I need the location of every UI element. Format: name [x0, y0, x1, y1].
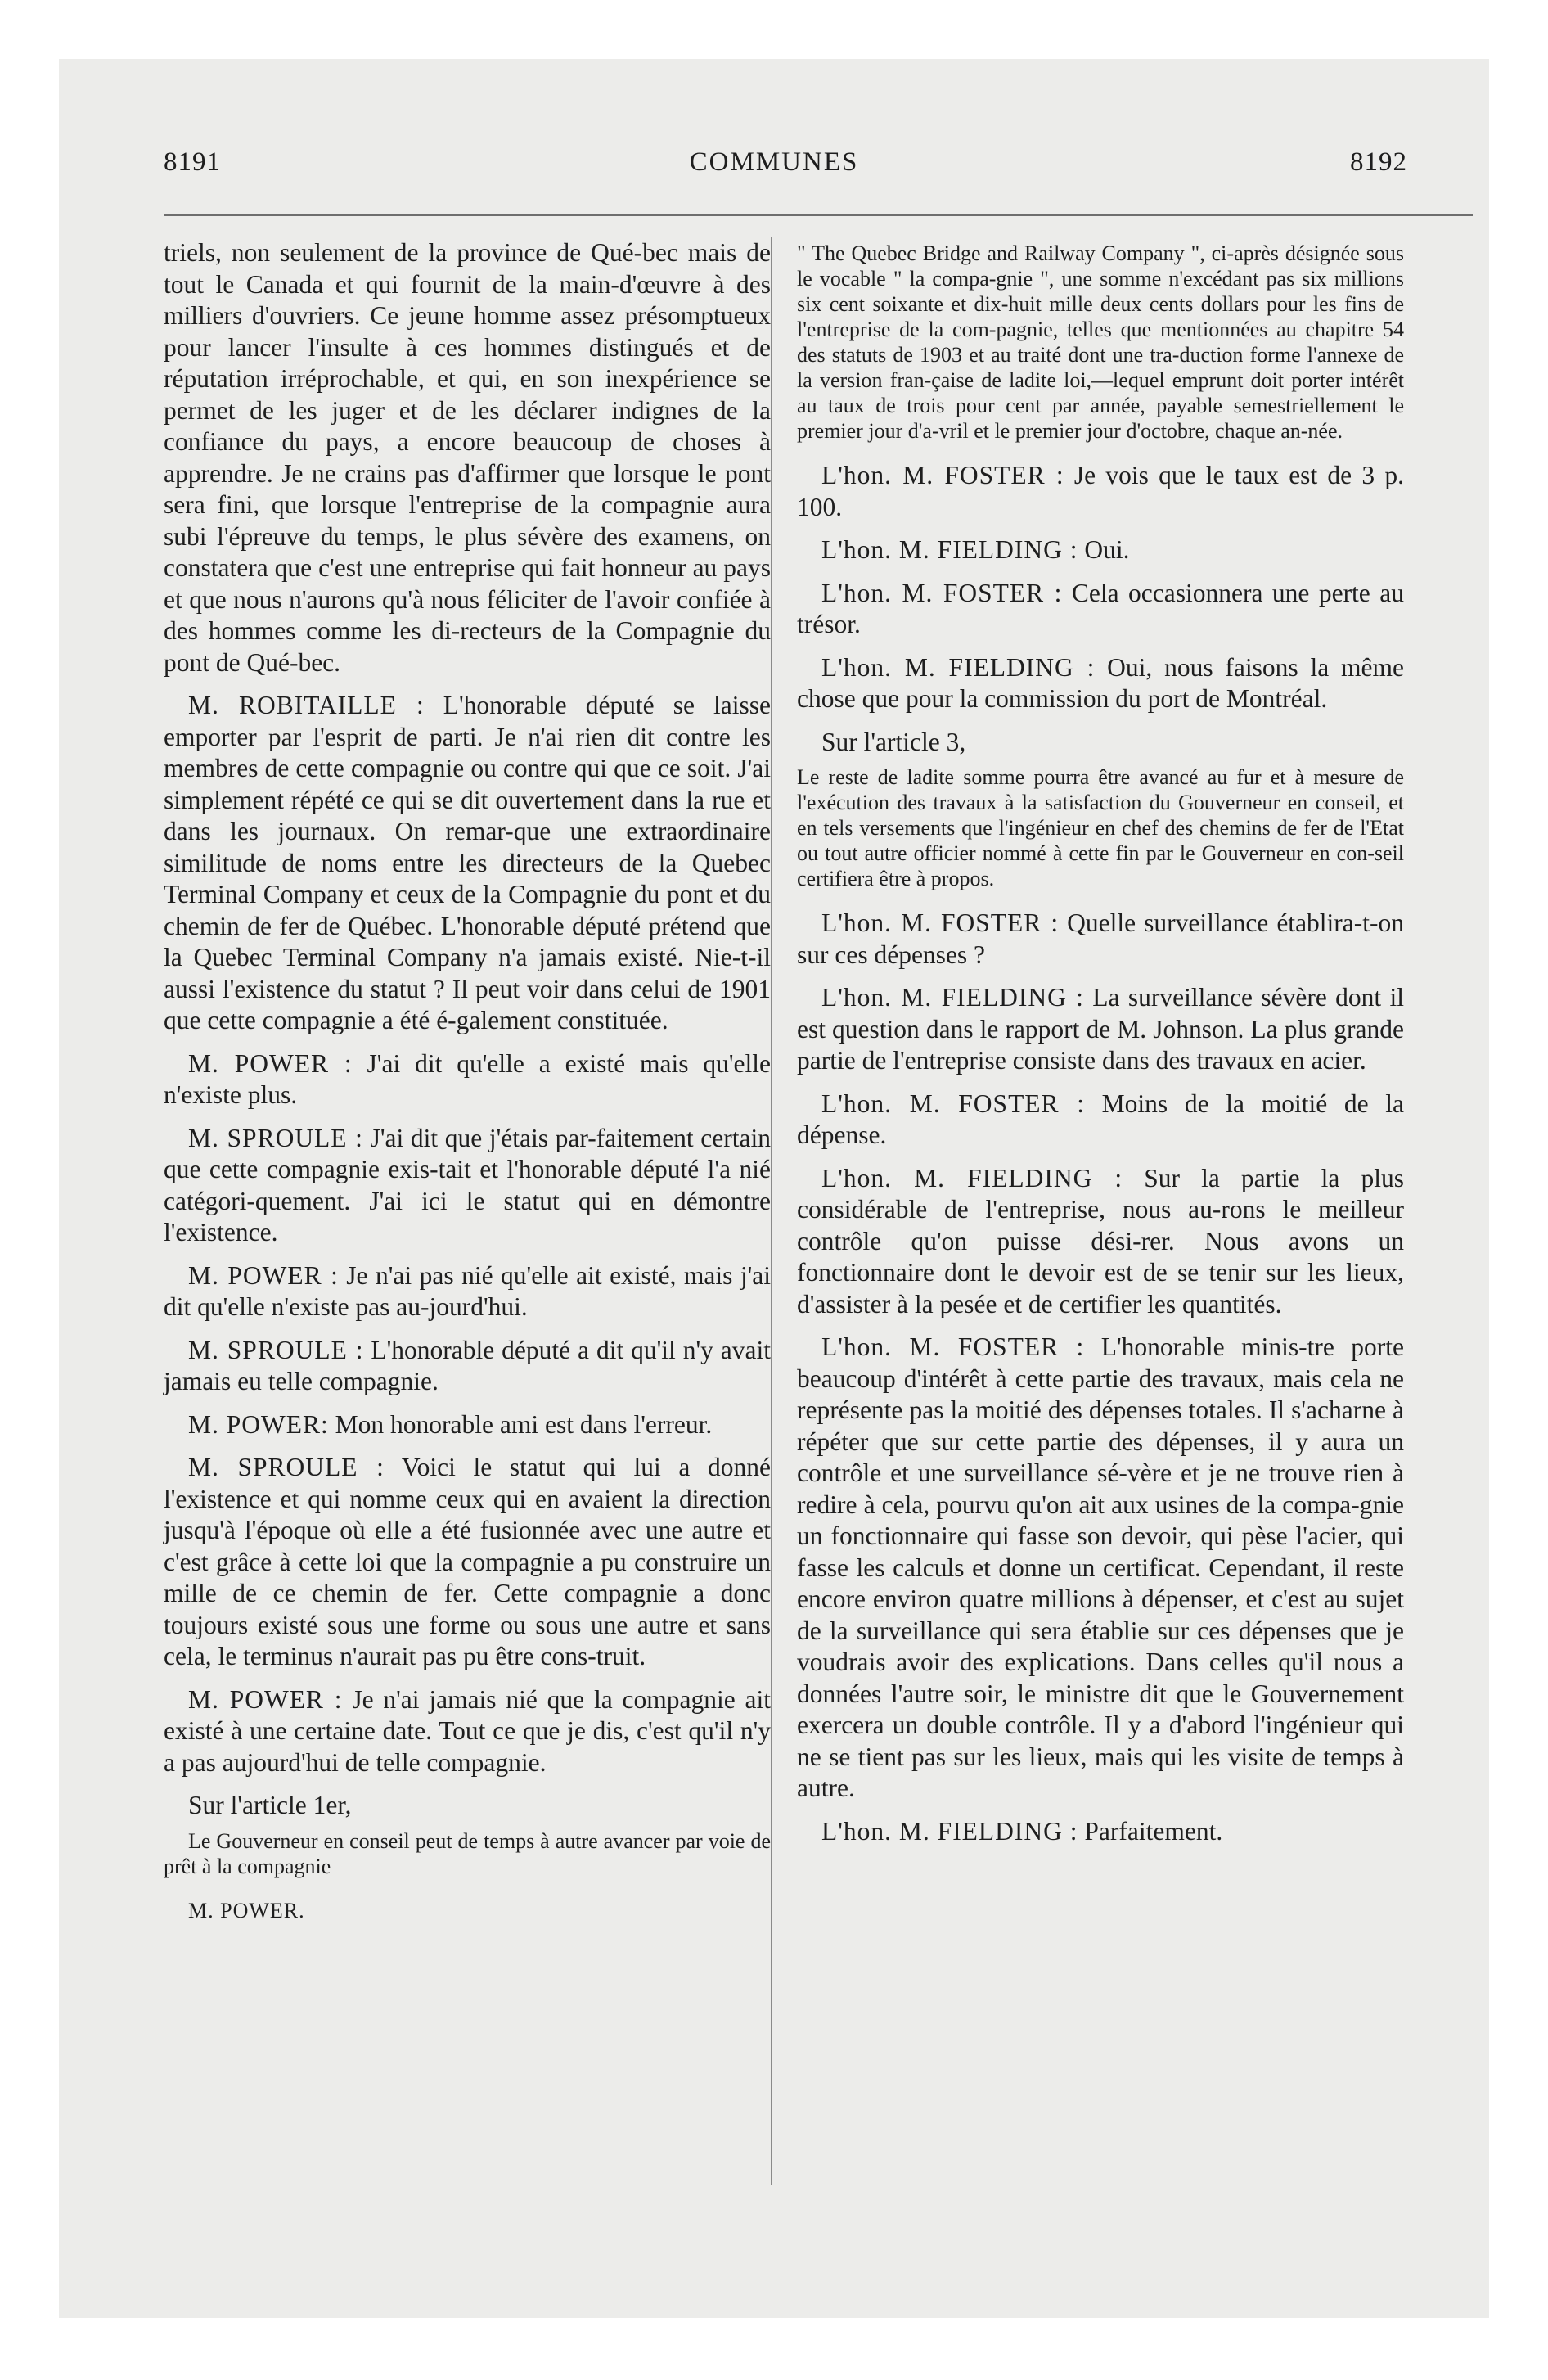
speech [797, 1332, 1404, 1805]
header-rule [164, 214, 1473, 216]
scanned-page [59, 59, 1489, 2318]
speech [797, 1089, 1404, 1152]
left-page-number: 8191 [164, 147, 221, 177]
speech-text: J'ai dit que j'étais par-faitement certain que cette compagnie exis-tait et l'honorable député l'a nié catégori-quement. J'ai ici le statut qui en démontre l'existence. [164, 1123, 771, 1246]
speaker-name: M. ROBITAILLE : [188, 691, 425, 719]
speaker-name: L'hon. M. FOSTER : [821, 908, 1060, 937]
speech-text: Moins de la moitié de la dépense. [797, 1089, 1404, 1149]
speech [164, 690, 771, 1037]
speech [164, 1452, 771, 1673]
speech-text: Je n'ai jamais nié que la compagnie ait existé à une certaine date. Tout ce que je dis, c'est qu'il n'y a pas aujourd'hui de telle compagnie. [164, 1684, 771, 1777]
speaker-name: L'hon. M. FOSTER : [821, 578, 1063, 607]
speech-text: L'honorable député se laisse emporter par l'esprit de parti. Je n'ai rien dit contre les membres de cette compagnie ou contre qui que ce soit. J'ai simplement répété ce qui se dit ouvertement dans la rue et dans les journaux. On remar-que une extraordinaire similitude de noms entre les directeurs de la Quebec Terminal Company et ceux de la Compagnie du pont et du chemin de fer de Québec. L'honorable député prétend que la Quebec Terminal Company n'a jamais existé. Nie-t-il aussi l'existence du statut ? Il peut voir dans celui de 1901 que cette compagnie a été é-galement constituée. [164, 691, 772, 1034]
column-divider [771, 237, 772, 2185]
speaker-name: M. POWER : [188, 1260, 339, 1290]
speaker-name: M. SPROULE : [188, 1453, 385, 1481]
speaker-name: L'hon. M. FIELDING : [821, 652, 1096, 682]
speech [164, 1048, 771, 1111]
speaker-name: M. SPROULE : [188, 1123, 363, 1152]
speech [164, 1684, 771, 1779]
speaker-name: M. POWER : [188, 1684, 343, 1714]
paragraph [164, 237, 771, 678]
speaker-name: M. POWER: [188, 1409, 329, 1439]
paragraph-text: triels, non seulement de la province de Qué-bec mais de tout le Canada et qui fournit de la main-d'œuvre à des milliers d'ouvriers. Ce jeune homme assez présomptueux pour lancer l'insulte à ces hommes distingués et de réputation irréprochable, et qui, en son inexpérience se permet de les juger et de les déclarer indignes de la confiance du pays, a encore beaucoup de choses à apprendre. Je ne crains pas d'affirmer que lorsque le pont sera fini, que lorsque l'entreprise de la compagnie aura subi l'épreuve du temps, le plus sévère des examens, on constatera que c'est une entreprise qui fait honneur au pays et que nous n'aurons qu'à nous féliciter de l'avoir confiée à des hommes comme les di-recteurs de la Compagnie du pont de Qué-bec. [164, 238, 771, 677]
signature: M. POWER. [188, 1898, 305, 1922]
speech-text: L'honorable député a dit qu'il n'y avait jamais eu telle compagnie. [164, 1335, 771, 1395]
speech [797, 1816, 1404, 1848]
bill-text: " The Quebec Bridge and Railway Company ", ci-après désignée sous le vocable " la compa-gnie ", une somme n'excédant pas six millions six cent soixante et dix-huit mille deux cents dollars pour les fins de l'entreprise de la com-pagnie, telles que mentionnées au chapitre 54 des statuts de 1903 et au traité dont une tra-duction forme l'annexe de la version fran-çaise de ladite loi,—lequel emprunt doit porter intérêt au taux de trois pour cent par année, payable semestriellement le premier jour d'a-vril et le premier jour d'octobre, chaque an-née. [797, 241, 1404, 443]
speech [164, 1123, 771, 1249]
right-page-number: 8192 [1350, 147, 1407, 177]
speech [797, 534, 1404, 566]
article-heading: Sur l'article 1er, [188, 1791, 352, 1819]
speech-text: Cela occasionnera une perte au trésor. [797, 578, 1404, 638]
speech-text: Voici le statut qui lui a donné l'existence et qui nomme ceux qui en avaient la direction jusqu'à l'époque où elle a été fusionnée avec une autre et c'est grâce à cette loi que la compagnie a pu construire un mille de ce chemin de fer. Cette compagnie a donc toujours existé sous une forme ou sous une autre et sans cela, le terminus n'aurait pas pu être cons-truit. [164, 1453, 771, 1670]
speech [797, 652, 1404, 715]
speech [797, 982, 1404, 1077]
right-column [797, 237, 1404, 2218]
speech [164, 1260, 771, 1323]
page-header [59, 147, 1489, 196]
speaker-name: L'hon. M. FOSTER : [821, 461, 1064, 489]
article-heading: Sur l'article 3, [821, 727, 966, 756]
speaker-name: L'hon. M. FIELDING : [821, 535, 1078, 564]
speech [797, 1163, 1404, 1321]
speaker-name: L'hon. M. FIELDING : [821, 1816, 1078, 1846]
bill-text: Le Gouverneur en conseil peut de temps à autre avancer par voie de prêt à la compagnie [164, 1828, 771, 1878]
speech-text: Oui, nous faisons la même chose que pour la commission du port de Montréal. [797, 652, 1405, 713]
speech [797, 908, 1404, 971]
speech-text: Mon honorable ami est dans l'erreur. [328, 1409, 713, 1439]
speaker-name: L'hon. M. FOSTER : [821, 1089, 1085, 1118]
speaker-name: M. POWER : [188, 1048, 353, 1078]
running-title: COMMUNES [689, 147, 859, 177]
bill-text: Le reste de ladite somme pourra être avancé au fur et à mesure de l'exécution des travaux à la satisfaction du Gouverneur en conseil, et en tels versements que l'ingénieur en chef des chemins de fer de l'Etat ou tout autre officier nommé à cette fin par le Gouverneur en con-seil certifiera être à propos. [797, 765, 1404, 890]
speech [797, 460, 1404, 523]
left-column [164, 237, 771, 2218]
speaker-name: L'hon. M. FOSTER : [821, 1332, 1085, 1361]
speech-text: Parfaitement. [1078, 1816, 1223, 1846]
speech-text: Sur la partie la plus considérable de l'entreprise, nous au-rons le meilleur contrôle qu'on puisse dési-rer. Nous avons un fonctionnaire dont le devoir est de se tenir sur les lieux, d'assister à la pesée et de certifier les quantités. [797, 1163, 1404, 1318]
speech-text: L'honorable minis-tre porte beaucoup d'intérêt à cette partie des travaux, mais cela ne représente pas la moitié des dépenses totales. Il s'acharne à répéter que sur cette partie des dépenses, il y aura un contrôle et une surveillance sé-vère et je ne trouve rien à redire à cela, pourvu qu'on ait aux usines de la compa-gnie un fonctionnaire qui fasse son devoir, qui pèse l'acier, qui fasse les calculs et donne un certificat. Cependant, il reste encore environ quatre millions à dépenser, et c'est au sujet de la surveillance qui sera établie sur ces dépenses que je voudrais avoir des explications. Dans celles qu'il nous a données l'autre soir, le ministre dit que le Gouvernement exercera un double contrôle. Il y a d'abord l'ingénieur qui ne se tient pas sur les lieux, mais qui les visite de temps à autre. [797, 1332, 1404, 1802]
speech-text: Quelle surveillance établira-t-on sur ces dépenses ? [797, 908, 1404, 969]
speaker-name: L'hon. M. FIELDING : [821, 1163, 1123, 1192]
speaker-name: L'hon. M. FIELDING : [821, 983, 1084, 1012]
speaker-name: M. SPROULE : [188, 1335, 364, 1364]
speech [164, 1409, 771, 1441]
speech-text: La surveillance sévère dont il est question dans le rapport de M. Johnson. La plus grande partie de l'entreprise consiste dans des travaux en acier. [797, 983, 1404, 1075]
speech [797, 578, 1404, 641]
speech [164, 1335, 771, 1398]
speech-text: Je n'ai pas nié qu'elle ait existé, mais j'ai dit qu'elle n'existe pas au-jourd'hui. [164, 1260, 772, 1321]
speech-text: Oui. [1078, 535, 1130, 564]
speech-text: Je vois que le taux est de 3 p. 100. [797, 461, 1404, 521]
speech-text: J'ai dit qu'elle a existé mais qu'elle n'existe plus. [164, 1048, 771, 1109]
